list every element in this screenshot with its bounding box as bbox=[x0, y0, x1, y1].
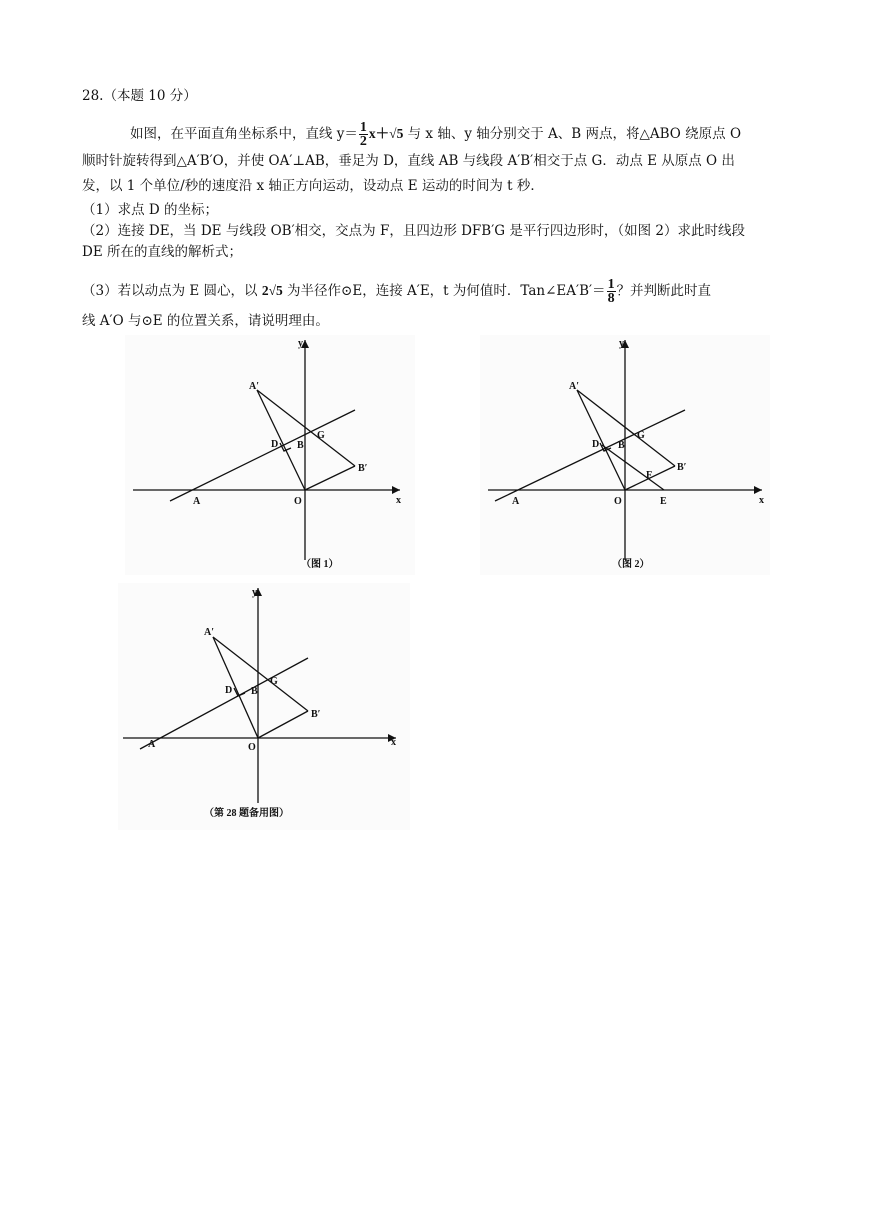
question-text: ？并判断此时直 bbox=[616, 283, 712, 299]
label-o: O bbox=[614, 496, 622, 507]
segment-b-prime-o bbox=[258, 711, 308, 738]
label-x: x bbox=[396, 495, 401, 506]
question-3-line2: 线 A′O 与⊙E 的位置关系，请说明理由。 bbox=[82, 313, 329, 329]
question-3-line1 bbox=[82, 278, 711, 305]
label-f: F bbox=[646, 470, 653, 481]
question-2-line1: （2）连接 DE，当 DE 与线段 OB′相交，交点为 F，且四边形 DFB′G 是平行四边形时，（如图 2）求此时线段 bbox=[82, 223, 745, 239]
line-ab bbox=[170, 410, 355, 501]
line-ab bbox=[140, 658, 308, 749]
figure-1 bbox=[125, 335, 415, 575]
label-g: G bbox=[317, 430, 325, 441]
fraction-denominator: 2 bbox=[359, 134, 367, 149]
label-g: G bbox=[270, 676, 278, 687]
label-o: O bbox=[294, 496, 302, 507]
statement-text: 如图，在平面直角坐标系中，直线 y＝ bbox=[130, 126, 358, 142]
fraction-numerator: 1 bbox=[607, 277, 615, 292]
label-e: E bbox=[660, 496, 667, 507]
label-a-prime: A′ bbox=[249, 381, 260, 392]
statement-text: 与 x 轴、y 轴分别交于 A、B 两点，将△ABO 绕原点 O bbox=[403, 126, 742, 142]
question-1: （1）求点 D 的坐标； bbox=[82, 202, 218, 218]
figure-1-caption: （图 1） bbox=[301, 559, 339, 570]
label-x: x bbox=[759, 495, 764, 506]
question-text: （3）若以动点为 E 圆心，以 bbox=[82, 283, 262, 299]
label-a-prime: A′ bbox=[204, 627, 215, 638]
segment-de bbox=[602, 445, 664, 490]
label-y: y bbox=[298, 338, 303, 349]
x-axis-arrow-icon bbox=[392, 486, 400, 494]
segment-a-prime-b-prime bbox=[257, 390, 355, 466]
figure-3 bbox=[118, 583, 410, 830]
equation-fraction bbox=[359, 121, 368, 148]
equation-rest: x＋√5 bbox=[368, 126, 404, 141]
label-y: y bbox=[619, 338, 624, 349]
label-d: D bbox=[225, 685, 233, 696]
label-b-prime: B′ bbox=[677, 462, 687, 473]
question-2-line2: DE 所在的直线的解析式； bbox=[82, 244, 242, 260]
label-y: y bbox=[252, 587, 257, 598]
problem-statement-line2: 顺时针旋转得到△A′B′O，并使 OA′⊥AB，垂足为 D，直线 AB 与线段 A′B′相交于点 G．动点 E 从原点 O 出 bbox=[82, 153, 735, 169]
label-o: O bbox=[248, 742, 256, 753]
label-b: B bbox=[618, 440, 625, 451]
question-text: 为半径作⊙E，连接 A′E，t 为何值时．Tan∠EA′B′＝ bbox=[282, 283, 606, 299]
x-axis-arrow-icon bbox=[754, 486, 762, 494]
figure-3-caption: （第 28 题备用图） bbox=[204, 808, 289, 819]
label-a-prime: A′ bbox=[569, 381, 580, 392]
label-b: B bbox=[251, 686, 258, 697]
figure-3-diagram bbox=[118, 583, 410, 830]
problem-score: （本题 10 分） bbox=[103, 88, 197, 104]
problem-number: 28. bbox=[82, 88, 104, 104]
fraction-denominator: 8 bbox=[607, 291, 615, 306]
label-b: B bbox=[297, 440, 304, 451]
figure-2 bbox=[480, 335, 770, 575]
label-g: G bbox=[637, 430, 645, 441]
label-a: A bbox=[193, 496, 201, 507]
label-a: A bbox=[148, 739, 156, 750]
figure-1-diagram bbox=[125, 335, 415, 575]
segment-b-prime-o bbox=[305, 466, 355, 490]
line-ab bbox=[495, 410, 685, 501]
fraction-numerator: 1 bbox=[359, 120, 367, 135]
problem-statement-line3: 发，以 1 个单位/秒的速度沿 x 轴正方向运动，设动点 E 运动的时间为 t 秒． bbox=[82, 178, 544, 194]
label-a: A bbox=[512, 496, 520, 507]
segment-a-prime-b-prime bbox=[213, 637, 308, 711]
figure-2-diagram bbox=[480, 335, 770, 575]
label-b-prime: B′ bbox=[358, 463, 368, 474]
label-b-prime: B′ bbox=[311, 709, 321, 720]
figure-2-caption: （图 2） bbox=[612, 559, 650, 570]
label-x: x bbox=[391, 737, 396, 748]
problem-header bbox=[82, 88, 197, 104]
problem-statement-line1 bbox=[130, 121, 741, 148]
radius-value: 2√5 bbox=[261, 283, 283, 298]
label-d: D bbox=[271, 439, 279, 450]
tan-fraction bbox=[607, 278, 616, 305]
label-d: D bbox=[592, 439, 600, 450]
